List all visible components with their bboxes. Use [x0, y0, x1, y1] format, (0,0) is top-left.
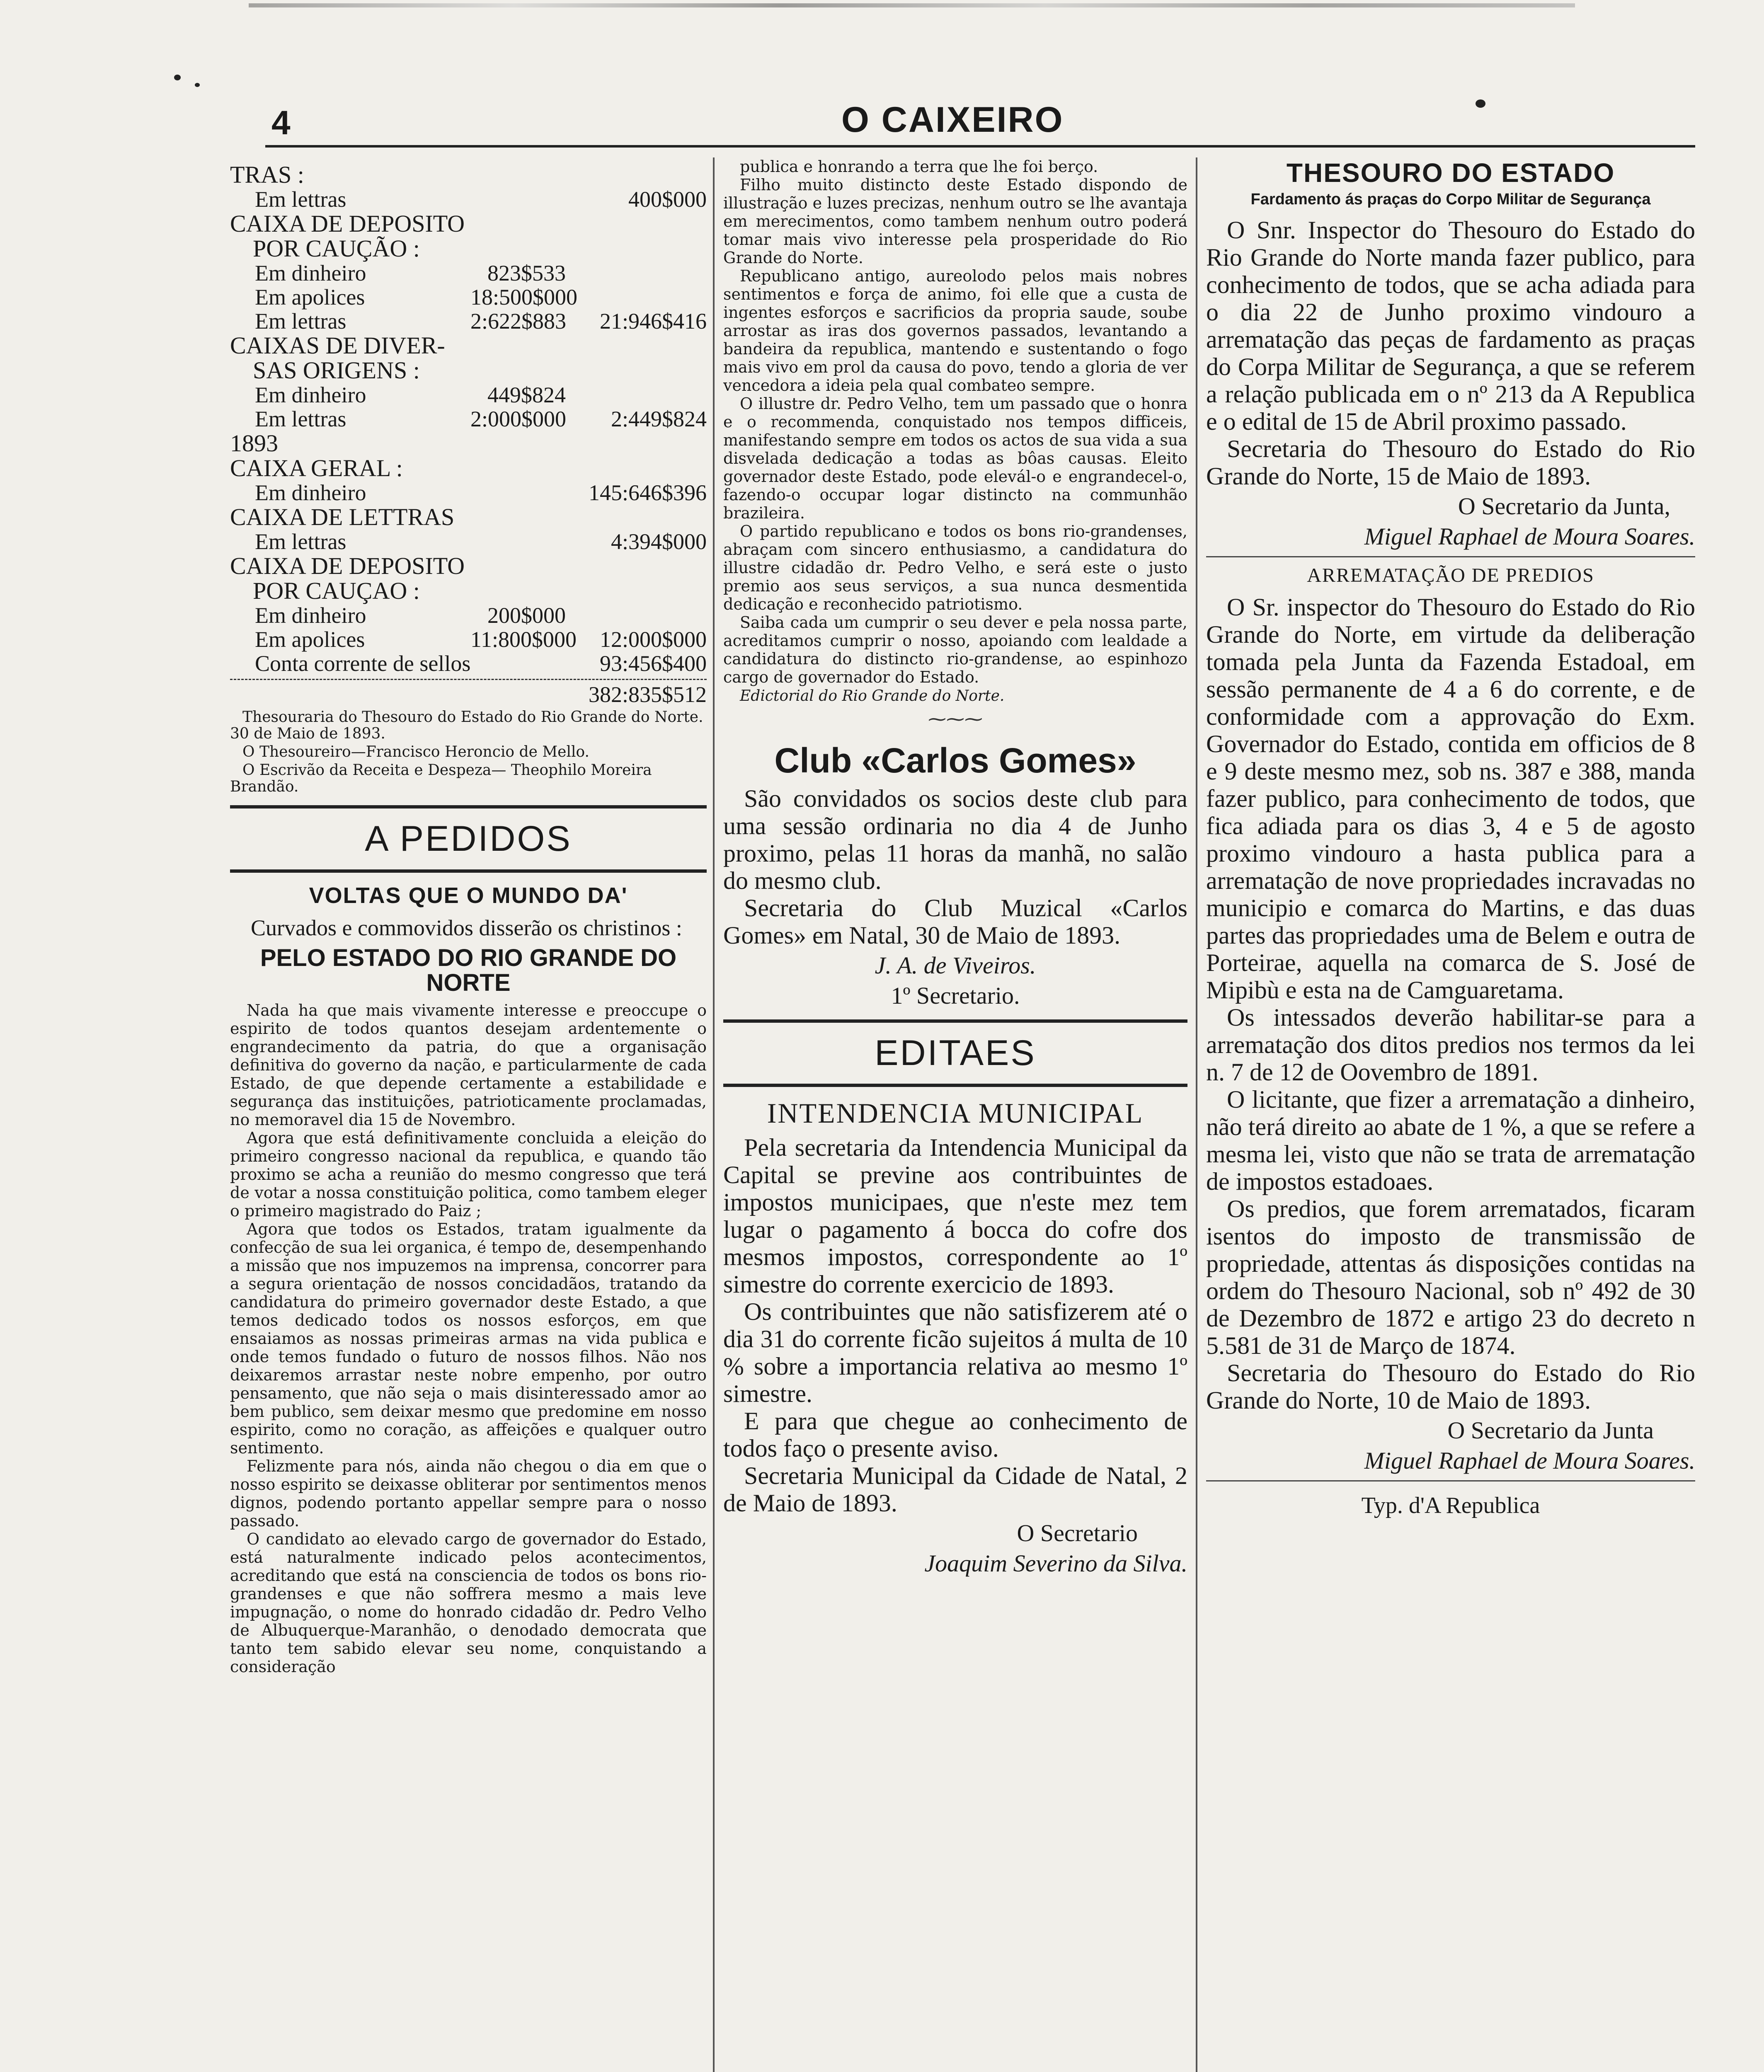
- editorial-paragraph: publica e honrando a terra que lhe foi berço.: [740, 157, 1098, 176]
- arrematacao-paragraph: Os intessados deverão habilitar-se para a arrematação dos ditos predios nos termos da lei n. 7 de 12 de Oovembro de 1891.: [1206, 1004, 1695, 1086]
- accounts-value: 21:946$416: [599, 309, 707, 334]
- column-divider: [713, 157, 715, 2072]
- accounts-label: Em apolices: [255, 285, 365, 310]
- arrematacao-body: [1206, 593, 1695, 1414]
- accounts-value: 400$000: [628, 187, 707, 212]
- ornament-divider: ⁓⁓⁓: [928, 709, 983, 730]
- thesouro-paragraph: O Snr. Inspector do Thesouro do Estado do Rio Grande do Norte manda fazer publico, para conhecimento de todos, que se acha adiada para o dia 22 de Junho proximo vindouro a arrematação das peças de fardamento as praças do Corpa Militar de Segurança, a que se referem a relação publicada em o nº 213 da A Republica e o edital de 15 de Abril proximo passado.: [1206, 216, 1695, 435]
- accounts-value: 11:800$000: [470, 627, 577, 652]
- arrematacao-role: O Secretario da Junta: [1447, 1417, 1654, 1444]
- arrematacao-paragraph: O licitante, que fizer a arrematação a dinheiro, não terá direito ao abate de 1 %, a que se refere a mesma lei, visto que não se trata de arrematação de impostos estadoaes.: [1206, 1086, 1695, 1195]
- article-paragraph: Nada ha que mais vivamente interesse e preoccupe o espirito de todos quantos desejam ardentemente o engrandecimento da patria, do que a organisação definitiva do governo da nação, e particularmente de cada Estado, de que depende certamente a estabilidade e segurança das instituições, patrioticamente proclamadas, no memoravel dia 15 de Novembro.: [230, 1001, 707, 1129]
- accounts-value: 449$824: [487, 382, 566, 407]
- accounts-table: [230, 162, 707, 675]
- intendencia-title: INTENDENCIA MUNICIPAL: [767, 1097, 1144, 1129]
- thesouro-signature: Miguel Raphael de Moura Soares.: [1364, 523, 1695, 550]
- treasurer-note: O Thesoureiro—Francisco Heroncio de Mello.: [242, 743, 589, 760]
- article-body: [230, 1001, 707, 1676]
- accounts-label: Conta corrente de sellos: [255, 651, 471, 676]
- thesouro-paragraph: Secretaria do Thesouro do Estado do Rio Grande do Norte, 15 de Maio de 1893.: [1206, 435, 1695, 490]
- scan-edge: [249, 3, 1575, 7]
- accounts-heading: TRAS :: [230, 162, 304, 188]
- intendencia-paragraph: Secretaria Municipal da Cidade de Natal, 2 de Maio de 1893.: [723, 1462, 1187, 1517]
- section-rule: [1206, 556, 1695, 557]
- header-rule: [265, 145, 1695, 148]
- accounts-value: 2:000$000: [470, 407, 567, 431]
- accounts-label: Em lettras: [255, 529, 346, 554]
- editorial-paragraph: Saiba cada um cumprir o seu dever e pela nossa parte, acreditamos cumprir o nosso, apoiando com lealdade a candidatura do distincto rio-grandense, ao espinhozo cargo de governador do Estado.: [723, 613, 1187, 686]
- accounts-label: Em dinheiro: [255, 382, 366, 407]
- accounts-row: [230, 530, 707, 554]
- scan-speck: [174, 75, 181, 80]
- printer-imprint: Typ. d'A Republica: [1361, 1493, 1540, 1518]
- thesouro-subtitle: Fardamento ás praças do Corpo Militar de Segurança: [1250, 191, 1651, 208]
- accounts-label: Em lettras: [255, 407, 346, 431]
- article-subtitle: PELO ESTADO DO RIO GRANDE DO NORTE: [260, 944, 677, 996]
- intendencia-role: O Secretario: [1017, 1520, 1138, 1547]
- scan-speck: [195, 83, 200, 87]
- article-paragraph: O candidato ao elevado cargo de governador do Estado, está naturalmente indicado pelos acontecimentos, acreditando que está na consciencia de todos os bons rio-grandenses e que não soffrera mesmo a mais leve impugnação, o nome do honrado cidadão dr. Pedro Velho de Albuquerque-Maranhão, o denodado democrata que tanto tem sabido elevar seu nome, conquistando a consideração: [230, 1530, 707, 1676]
- accounts-label: Em dinheiro: [255, 603, 366, 628]
- accounts-row: [230, 481, 707, 505]
- editorial-source: Edictorial do Rio Grande do Norte.: [740, 687, 1005, 704]
- editorial-paragraph: O partido republicano e todos os bons rio-grandenses, abraçam com sincero enthusiasmo, a candidatura do illustre cidadão dr. Pedro Velho, e será este o justo premio aos seus serviços, a sua nunca desmentida dedicação e reconhecido patriotismo.: [723, 522, 1187, 613]
- arrematacao-signature: Miguel Raphael de Moura Soares.: [1364, 1447, 1695, 1474]
- section-rule: [230, 805, 707, 808]
- accounts-value: 18:500$000: [470, 285, 578, 310]
- intendencia-body: [723, 1134, 1187, 1517]
- accounts-value: 200$000: [487, 603, 566, 628]
- accounts-label: Em dinheiro: [255, 261, 366, 286]
- arrematacao-paragraph: Secretaria do Thesouro do Estado do Rio Grande do Norte, 10 de Maio de 1893.: [1206, 1359, 1695, 1414]
- intendencia-signature: Joaquim Severino da Silva.: [924, 1550, 1187, 1577]
- accounts-label: Em lettras: [255, 187, 346, 212]
- arrematacao-paragraph: Os predios, que forem arrematados, ficaram isentos do imposto de transmissão de propriedade, attentas ás disposições contidas na ordem do Thesouro Nacional, sob nº 492 de 30 de Dezembro de 1872 e artigo 23 do decreto n 5.581 de 31 de Março de 1874.: [1206, 1195, 1695, 1359]
- accounts-heading: 1893: [230, 430, 278, 457]
- accounts-value: 2:622$883: [470, 309, 567, 334]
- accounts-value: 2:449$824: [611, 407, 707, 431]
- accounts-label: Em lettras: [255, 309, 346, 334]
- accounts-value: 12:000$000: [599, 627, 707, 652]
- scan-speck: [1476, 99, 1485, 108]
- accounts-heading: CAIXA DE DEPOSITO: [230, 552, 465, 579]
- article-title: VOLTAS QUE O MUNDO DA': [309, 883, 628, 908]
- accounts-row: [230, 627, 707, 651]
- club-paragraph: São convidados os socios deste club para uma sessão ordinaria no dia 4 de Junho proximo, pelas 11 horas da manhã, no salão do mesmo club.: [723, 785, 1187, 894]
- article-intro: Curvados e commovidos disserão os christinos :: [251, 915, 682, 940]
- editorial-paragraph: O illustre dr. Pedro Velho, tem um passado que o honra e o recommenda, conquistado nos tempos difficeis, manifestando sempre em todos os actos de sua vida a sua disvelada dedicação a todas as bôas causas. Eleito governador deste Estado, pode elevál-o e engrandecel-o, fazendo-o occupar logar distincto na communhão brazileira.: [723, 395, 1187, 522]
- page-number: 4: [271, 104, 291, 142]
- accounts-row: [230, 407, 707, 431]
- section-rule: [230, 869, 707, 873]
- arrematacao-title: ARREMATAÇÃO DE PREDIOS: [1307, 564, 1594, 586]
- thesouro-role: O Secretario da Junta,: [1458, 493, 1670, 520]
- accounts-heading: POR CAUÇAO :: [253, 577, 420, 604]
- accounts-row: [230, 603, 707, 627]
- accounts-row: [230, 261, 707, 285]
- club-signature: J. A. de Viveiros.: [875, 952, 1036, 979]
- accounts-label: Em apolices: [255, 627, 365, 652]
- intendencia-paragraph: E para que chegue ao conhecimento de todos faço o presente aviso.: [723, 1407, 1187, 1462]
- intendencia-paragraph: Pela secretaria da Intendencia Municipal da Capital se previne aos contribuintes de impostos municipaes, que n'este mez tem lugar o pagamento á bocca do cofre dos mesmos impostos, correspondente ao 1º simestre do corrente exercicio de 1893.: [723, 1134, 1187, 1298]
- editorial-paragraph: Filho muito distincto deste Estado dispondo de illustração e luzes precizas, nenhum outro se lhe avantaja em merecimentos, como tambem nenhum outro poderá tomar mais vivo interesse pela prosperidade do Rio Grande do Norte.: [723, 176, 1187, 267]
- accounts-note: Thesouraria do Thesouro do Estado do Rio Grande do Norte. 30 de Maio de 1893.: [230, 709, 703, 742]
- accounts-value: 145:646$396: [588, 480, 707, 505]
- article-paragraph: Felizmente para nós, ainda não chegou o dia em que o nosso espirito se deixasse obliterar por sentimentos menos dignos, podendo portanto appellar sempre para o nosso passado.: [230, 1457, 707, 1530]
- column-left: [230, 162, 707, 2072]
- accounts-total: 382:835$512: [230, 679, 707, 707]
- clerk-note: O Escrivão da Receita e Despeza— Theophilo Moreira Brandão.: [230, 762, 652, 795]
- accounts-value: 823$533: [487, 261, 566, 286]
- accounts-row: [230, 187, 707, 211]
- article-paragraph: Agora que todos os Estados, tratam igualmente da confecção de sua lei organica, é tempo de, desempenhando a missão que nos impuzemos na imprensa, concorrer para a segura orientação de nossos concidadãos, tratando da candidatura do primeiro governador deste Estado, a que temos dedicado todos os nossos esforços, em que ensaiamos as nossas primeiras armas na vida publica e onde temos fundado o futuro de nossos filhos. Não nos deixaremos arrastar neste nobre empenho, por outro pensamento, que não seja o mais disinteressado amor ao bem publico, sem deixar mesmo que predomine em nosso espirito, como no coração, as affeições e qualquer outro sentimento.: [230, 1220, 707, 1457]
- section-title-apedidos: A PEDIDOS: [365, 819, 572, 859]
- editorial-paragraph: Republicano antigo, aureolodo pelos mais nobres sentimentos e força de animo, foi elle que a custa de ingentes esforços e sacrificios da propria saude, soube arrostar as iras dos governos passados, levantando a bandeira da republica, mantendo e sustentando o fogo mais vivo em prol da causa do povo, tendo a gloria de ver vencedora a ideia pela qual combateo sempre.: [723, 267, 1187, 395]
- section-rule: [723, 1019, 1187, 1023]
- section-title-editaes: EDITAES: [875, 1033, 1036, 1073]
- arrematacao-paragraph: O Sr. inspector do Thesouro do Estado do Rio Grande do Norte, em virtude da deliberação tomada pela Junta da Fazenda Estadoal, em sessão permanente de 4 a 6 do corrente, e de conformidade com a approvação do Exm. Governador do Estado, contida em officios de 8 e 9 deste mesmo mez, sob ns. 387 e 388, manda fazer publico, para conhecimento de todos, que fica adiada para os dias 3, 4 e 5 de agosto proximo vindouro a hasta publica para a arrematação de nove propriedades incravadas no municipio e comarca do Martins, e das duas partes das propriedades uma de Belem e outra de Porteirae, aquella na comarca de S. José de Mipibù e esta na de Camguaretama.: [1206, 593, 1695, 1004]
- club-notice-body: [723, 785, 1187, 949]
- club-signature-role: 1º Secretario.: [891, 982, 1020, 1009]
- accounts-heading: SAS ORIGENS :: [253, 357, 420, 384]
- editorial-body: [723, 157, 1187, 686]
- article-paragraph: Agora que está definitivamente concluida a eleição do primeiro congresso nacional da republica, e quando tão proximo se acha a reunião do mesmo congresso que terá de votar a nossa constituição politica, como tambem eleger o primeiro magistrado do Paiz ;: [230, 1129, 707, 1220]
- accounts-row: [230, 309, 707, 333]
- accounts-label: Em dinheiro: [255, 480, 366, 505]
- accounts-value: 4:394$000: [611, 529, 707, 554]
- club-title: Club «Carlos Gomes»: [774, 741, 1136, 780]
- club-paragraph: Secretaria do Club Muzical «Carlos Gomes» em Natal, 30 de Maio de 1893.: [723, 894, 1187, 949]
- accounts-value: 93:456$400: [599, 651, 707, 676]
- column-right: [1206, 157, 1695, 2072]
- accounts-row: [230, 383, 707, 407]
- intendencia-paragraph: Os contribuintes que não satisfizerem até o dia 31 do corrente ficão sujeitos á multa de 10 % sobre a importancia relativa ao mesmo 1º simestre.: [723, 1298, 1187, 1407]
- accounts-heading: POR CAUÇÃO :: [253, 235, 420, 262]
- accounts-row: [230, 651, 707, 675]
- section-rule: [1206, 1480, 1695, 1481]
- column-middle: [723, 157, 1187, 2072]
- accounts-heading: CAIXA GERAL :: [230, 455, 403, 482]
- accounts-heading: CAIXA DE LETTRAS: [230, 503, 455, 530]
- thesouro-body: [1206, 216, 1695, 490]
- accounts-heading: CAIXA DE DEPOSITO: [230, 210, 465, 237]
- column-divider: [1196, 157, 1197, 2072]
- thesouro-title: THESOURO DO ESTADO: [1286, 158, 1615, 188]
- section-rule: [723, 1084, 1187, 1087]
- masthead: O CAIXEIRO: [841, 100, 1064, 140]
- accounts-row: [230, 285, 707, 309]
- accounts-heading: CAIXAS DE DIVER-: [230, 332, 445, 359]
